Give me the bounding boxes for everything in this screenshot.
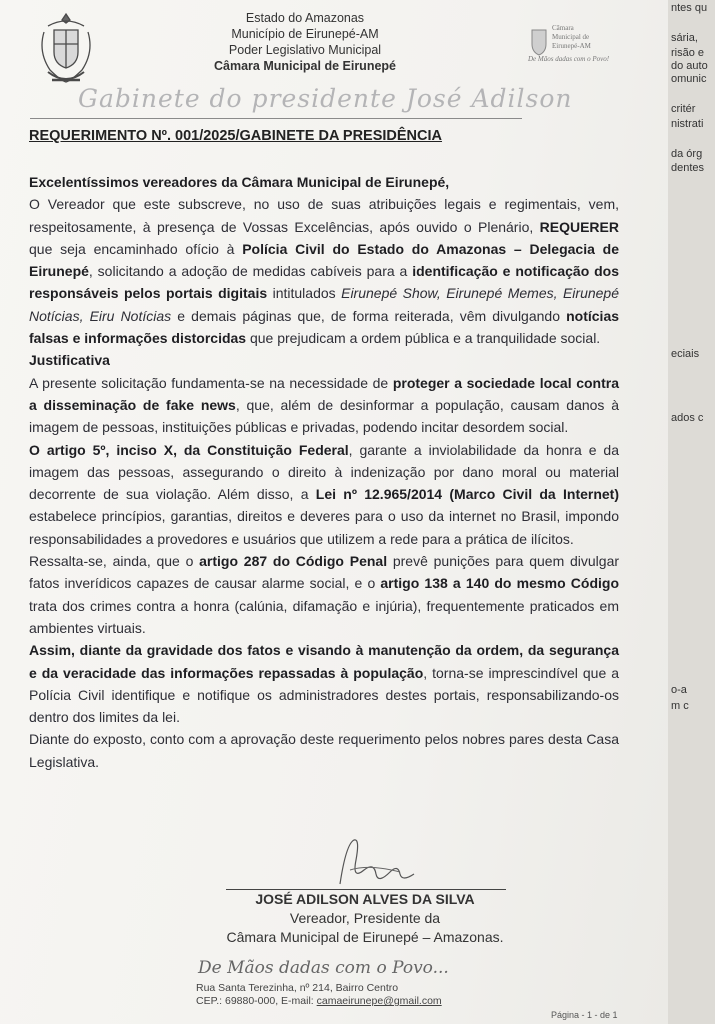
document-title: REQUERIMENTO Nº. 001/2025/GABINETE DA PRESIDÊNCIA <box>29 128 443 144</box>
stamp-motto: De Mãos dadas com o Povo! <box>528 55 610 63</box>
fragment: m c <box>671 700 689 712</box>
section-justificativa: Justificativa <box>29 352 110 369</box>
handwritten-signature <box>320 832 430 894</box>
email-link[interactable]: camaeirunepe@gmail.com <box>316 995 442 1007</box>
signatory-role: Vereador, Presidente da <box>289 910 441 926</box>
chamber-stamp <box>528 24 610 64</box>
fragment: do auto <box>671 60 708 72</box>
header-chamber: Câmara Municipal de Eirunepé <box>214 59 396 73</box>
fragment: o-a <box>671 684 687 696</box>
signatory-block <box>190 890 540 947</box>
header-state: Estado do Amazonas <box>245 11 365 25</box>
page-number: Página - 1 - de 1 <box>551 1010 618 1020</box>
fragment: sária, <box>671 32 698 44</box>
header-municipality: Município de Eirunepé-AM <box>231 27 379 41</box>
stamp-emblem-icon <box>528 26 550 58</box>
fragment: critér <box>671 103 696 115</box>
header-divider <box>30 118 522 119</box>
signatory-name: JOSÉ ADILSON ALVES DA SILVA <box>255 891 475 907</box>
paragraph-justification: A presente solicitação fundamenta-se na necessidade de proteger a sociedade local contra a disseminação de fake news, que, além de desinformar a população, causam danos à imagem de pessoas, instituições públicas e privadas, podendo incitar desordem social. <box>29 374 619 436</box>
paragraph-penal-code: Ressalta-se, ainda, que o artigo 287 do Código Penal prevê punições para quem divulgar fatos inverídicos capazes de causar alarme social, e o artigo 138 a 140 do mesmo Código trata dos crimes contra a honra (calúnia, difamação e injúria), frequentemente praticados em ambientes virtuais. <box>29 553 620 636</box>
paragraph-request: O Vereador que este subscreve, no uso de suas atribuições legais e regimentais, vem, respeitosamente, à presença de Vossas Excelências, após ouvido o Plenário, REQUERER que seja encaminhado ofício à Polícia Civil do Estado do Amazonas – Delegacia de Eirunepé, solicitando a adoção de medidas cabíveis para a identificação e notificação dos responsáveis pelos portais digitais intitulados Eirunepé Show, Eirunepé Memes, Eirunepé Notícias, Eiru Notícias e demais páginas que, de forma reiterada, vêm divulgando notícias falsas e informações distorcidas que prejudicam a ordem pública e a tranquilidade social. <box>29 196 620 347</box>
fragment: ntes qu <box>671 2 708 14</box>
footer-motto: De Mãos dadas com o Povo... <box>198 958 449 978</box>
signatory-org: Câmara Municipal de Eirunepé – Amazonas. <box>226 929 504 945</box>
address-street: Rua Santa Terezinha, nº 214, Bairro Centro <box>196 982 399 994</box>
underlying-page-edge <box>668 0 715 1024</box>
fragment: ados c <box>671 412 704 424</box>
fragment: da órg <box>671 148 703 160</box>
gabinete-watermark: Gabinete do presidente José Adilson <box>78 84 573 113</box>
fragment: omunic <box>671 73 707 85</box>
paragraph-closing: Diante do exposto, conto com a aprovação deste requerimento pelos nobres pares desta Casa Legislativa. <box>29 731 619 770</box>
stamp-line-3: Eirunepé-AM <box>552 42 591 50</box>
institution-header <box>170 10 440 74</box>
coat-of-arms-icon <box>38 12 94 90</box>
stamp-line-2: Municipal de <box>552 33 590 41</box>
address-contact: CEP.: 69880-000, E-mail: camaeirunepe@gmail.com <box>196 995 442 1007</box>
stamp-line-1: Câmara <box>552 24 574 32</box>
footer-address <box>196 982 442 1008</box>
paragraph-constitution: O artigo 5º, inciso X, da Constituição Federal, garante a inviolabilidade da honra e da imagem das pessoas, assegurando o direito à indenização por dano moral ou material decorrente de sua violação. Além disso, a Lei nº 12.965/2014 (Marco Civil da Internet) estabelece princípios, garantias, direitos e deveres para o uso da internet no Brasil, impondo responsabilidades a provedores e usuários que utilizem a rede para a prática de ilícitos. <box>29 441 620 547</box>
fragment: dentes <box>671 162 705 174</box>
paragraph-conclusion: Assim, diante da gravidade dos fatos e visando à manutenção da ordem, da segurança e da veracidade das informações repassadas à população, torna-se imprescindível que a Polícia Civil identifique e notifique os administradores destes portais, responsabilizando-os dentro dos limites da lei. <box>29 642 619 726</box>
header-branch: Poder Legislativo Municipal <box>228 43 382 57</box>
fragment: nistrati <box>671 118 704 130</box>
document-body <box>29 171 619 773</box>
fragment: eciais <box>671 348 700 360</box>
fragment: risão e <box>671 47 705 59</box>
salutation: Excelentíssimos vereadores da Câmara Municipal de Eirunepé, <box>29 174 450 190</box>
